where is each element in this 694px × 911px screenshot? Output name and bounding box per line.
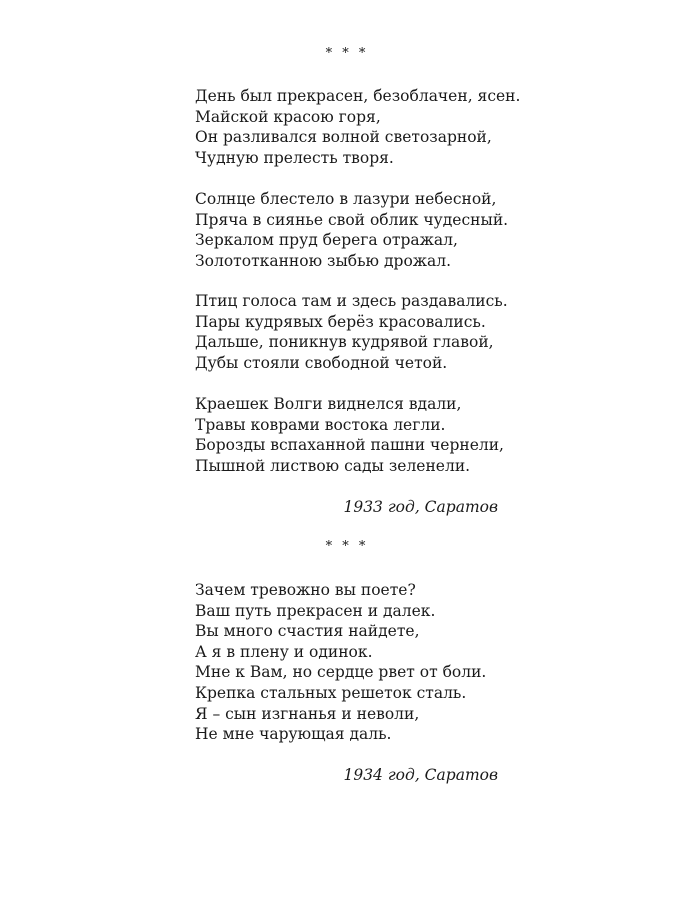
stanza — [195, 86, 521, 168]
poem-line: Зеркалом пруд берега отражал, — [195, 231, 458, 250]
poem-line: Пряча в сиянье свой облик чудесный. — [195, 210, 509, 229]
poem-line: Он разливался волной светозарной, — [195, 128, 492, 147]
poem-line: Не мне чарующая даль. — [195, 725, 392, 744]
poem-line: Борозды вспаханной пашни чернели, — [195, 436, 504, 455]
poem-line: Птиц голоса там и здесь раздавались. — [195, 292, 508, 310]
stanza — [195, 394, 515, 476]
poem-line: Травы коврами востока легли. — [195, 415, 446, 434]
poem-line: Дальше, поникнув кудрявой главой, — [195, 333, 494, 352]
poem-line: А я в плену и одинок. — [195, 642, 373, 661]
poem-line: Чудную прелесть творя. — [195, 148, 394, 167]
stanza — [195, 580, 515, 745]
poem-line: Вы много счастия найдете, — [195, 622, 420, 641]
poem-signature: 1933 год, Саратов — [343, 498, 498, 516]
poem-line: Дубы стояли свободной четой. — [195, 353, 448, 372]
poem-line: Пары кудрявых берёз красовались. — [195, 312, 486, 331]
poem-line: День был прекрасен, безоблачен, ясен. — [195, 87, 521, 105]
stanza — [195, 189, 515, 271]
poem-line: Пышной листвою сады зеленели. — [195, 456, 471, 475]
poem-separator: * * * — [325, 539, 369, 554]
poem-line: Зачем тревожно вы поете? — [195, 581, 416, 599]
poem-line: Золототканною зыбью дрожал. — [195, 251, 452, 270]
poem-line: Ваш путь прекрасен и далек. — [195, 601, 436, 620]
poem-line: Мне к Вам, но сердце рвет от боли. — [195, 663, 487, 682]
poem-line: Солнце блестело в лазури небесной, — [195, 190, 497, 208]
poem-line: Майской красою горя, — [195, 107, 381, 126]
poem-line: Крепка стальных решеток сталь. — [195, 683, 467, 702]
stanza — [195, 291, 515, 373]
poem-signature: 1934 год, Саратов — [343, 766, 498, 784]
poem-line: Я – сын изгнанья и неволи, — [195, 704, 420, 723]
poem-separator: * * * — [325, 46, 369, 61]
poem-line: Краешек Волги виднелся вдали, — [195, 395, 462, 413]
